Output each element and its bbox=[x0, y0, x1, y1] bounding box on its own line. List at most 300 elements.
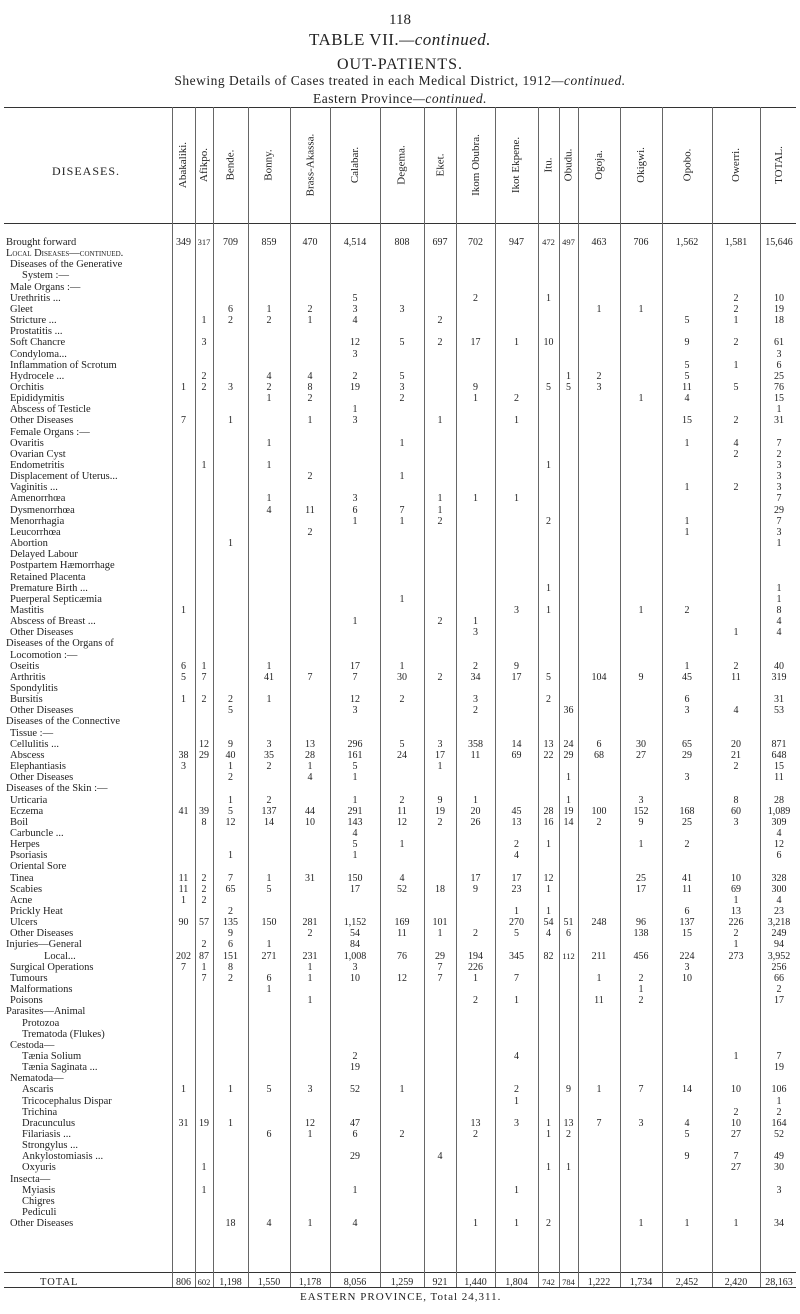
table-row bbox=[0, 984, 800, 997]
table-cell: 5 bbox=[684, 315, 690, 327]
row-label: Urethritis ... bbox=[10, 292, 61, 304]
table-cell: 281 bbox=[302, 917, 318, 929]
table-cell: 18 bbox=[435, 883, 445, 895]
row-label: Herpes bbox=[10, 839, 40, 851]
table-cell: 2 bbox=[473, 995, 478, 1007]
row-label: Tricocephalus Dispar bbox=[22, 1095, 112, 1107]
table-cell: 17 bbox=[350, 883, 360, 895]
row-total-cell: 7 bbox=[776, 515, 782, 527]
diseases-column-header: DISEASES. bbox=[51, 163, 120, 178]
row-total-cell: 53 bbox=[774, 705, 784, 717]
table-cell: 2 bbox=[307, 928, 313, 940]
row-label: Endometritis bbox=[10, 460, 65, 471]
row-total-cell: 29 bbox=[774, 504, 784, 516]
total-row bbox=[0, 1277, 800, 1290]
table-cell: 3 bbox=[352, 493, 358, 505]
table-cell: 11 bbox=[682, 381, 692, 393]
table-cell: 1,222 bbox=[587, 1277, 611, 1288]
table-cell: 12 bbox=[350, 337, 360, 349]
row-label: Acne bbox=[10, 894, 33, 906]
table-cell: 226 bbox=[728, 917, 744, 929]
row-label: Nematoda— bbox=[10, 1073, 64, 1085]
table-cell: 2 bbox=[566, 1129, 571, 1140]
table-cell: 1,581 bbox=[724, 237, 748, 248]
table-cell: 87 bbox=[199, 950, 209, 962]
table-cell: 9 bbox=[514, 660, 519, 672]
row-total-cell: 94 bbox=[774, 939, 784, 951]
row-label: Boil bbox=[10, 816, 29, 828]
table-cell: 273 bbox=[728, 950, 744, 962]
table-row bbox=[0, 448, 800, 462]
table-cell: 29 bbox=[435, 950, 445, 962]
table-cell: 15 bbox=[682, 415, 692, 427]
table-cell: 21 bbox=[731, 749, 741, 761]
row-label: Tinea bbox=[10, 872, 34, 884]
table-cell: 1 bbox=[352, 515, 358, 527]
table-cell: 65 bbox=[682, 738, 692, 750]
table-cell: 2 bbox=[437, 671, 443, 683]
table-cell: 9 bbox=[684, 337, 690, 349]
table-cell: 1 bbox=[473, 616, 478, 628]
table-cell: 1 bbox=[201, 1184, 207, 1196]
row-total-cell: 15,646 bbox=[765, 237, 793, 248]
table-cell: 1 bbox=[266, 460, 272, 471]
table-cell: 54 bbox=[350, 928, 360, 940]
row-total-cell: 15 bbox=[774, 393, 784, 405]
row-total-cell: 6 bbox=[776, 850, 782, 862]
row-total-cell: 871 bbox=[771, 738, 787, 750]
table-cell: 52 bbox=[397, 883, 407, 895]
table-cell: 1 bbox=[352, 1184, 358, 1196]
table-cell: 19 bbox=[199, 1117, 209, 1129]
table-cell: 2,452 bbox=[675, 1277, 699, 1288]
table-cell: 20 bbox=[731, 738, 741, 750]
table-cell: 17 bbox=[511, 872, 522, 884]
row-label: Diseases of the Organs of bbox=[6, 638, 114, 650]
table-row bbox=[0, 995, 800, 1008]
table-row bbox=[0, 604, 800, 618]
table-cell: 10 bbox=[543, 337, 554, 349]
table-cell: 2 bbox=[228, 772, 233, 784]
table-cell: 14 bbox=[682, 1084, 692, 1096]
row-total-cell: 7 bbox=[776, 1050, 782, 1062]
table-cell: 17 bbox=[470, 337, 481, 349]
table-cell: 5 bbox=[546, 381, 551, 393]
row-label: Scabies bbox=[10, 883, 43, 895]
table-cell: 11 bbox=[682, 883, 692, 895]
table-cell: 13 bbox=[470, 1117, 481, 1129]
row-total-cell: 52 bbox=[774, 1129, 784, 1140]
table-cell: 13 bbox=[511, 816, 522, 828]
table-cell: 202 bbox=[176, 950, 191, 962]
table-cell: 2 bbox=[546, 1218, 551, 1230]
table-cell: 27 bbox=[636, 749, 646, 761]
row-total-cell: 164 bbox=[771, 1117, 787, 1129]
table-cell: 2 bbox=[684, 839, 690, 851]
row-label: Prickly Heat bbox=[10, 906, 63, 917]
table-cell: 13 bbox=[305, 738, 315, 750]
table-cell: 2 bbox=[266, 794, 272, 806]
table-cell: 3 bbox=[473, 627, 478, 639]
table-cell: 1 bbox=[514, 493, 519, 505]
column-header-label: Abakaliki. bbox=[177, 141, 190, 189]
table-cell: 1 bbox=[514, 906, 519, 917]
table-cell: 4 bbox=[266, 504, 272, 516]
table-row bbox=[0, 1129, 800, 1142]
table-cell: 2 bbox=[733, 660, 739, 672]
table-cell: 1 bbox=[352, 616, 358, 628]
province-text: Eastern Province bbox=[313, 91, 413, 106]
table-cell: 470 bbox=[302, 237, 318, 248]
table-row bbox=[0, 638, 800, 651]
table-footer: EASTERN PROVINCE, Total 24,311. bbox=[300, 1291, 502, 1303]
table-cell: 6 bbox=[352, 504, 358, 516]
row-label: Cellulitis ... bbox=[10, 738, 60, 750]
table-cell: 1 bbox=[546, 906, 551, 917]
table-cell: 104 bbox=[591, 671, 607, 683]
table-cell: 1 bbox=[546, 460, 551, 471]
table-cell: 5 bbox=[546, 671, 551, 683]
table-row bbox=[0, 1050, 800, 1064]
table-cell: 2 bbox=[228, 694, 233, 706]
row-label: Oseitis bbox=[10, 660, 40, 672]
table-cell: 6 bbox=[566, 928, 571, 940]
table-row bbox=[0, 538, 800, 551]
table-row bbox=[0, 549, 800, 562]
table-cell: 168 bbox=[679, 805, 695, 817]
table-cell: 1 bbox=[307, 961, 313, 973]
table-cell: 29 bbox=[199, 749, 209, 761]
table-cell: 1 bbox=[473, 972, 478, 984]
table-cell: 1 bbox=[546, 839, 551, 851]
table-cell: 1 bbox=[181, 1084, 186, 1096]
table-cell: 2 bbox=[266, 761, 272, 773]
table-cell: 3 bbox=[638, 1117, 644, 1129]
table-cell: 161 bbox=[347, 749, 363, 761]
table-cell: 10 bbox=[731, 1084, 741, 1096]
row-total-cell: 6 bbox=[776, 359, 782, 371]
table-cell: 6 bbox=[266, 972, 272, 984]
row-total-cell: 61 bbox=[774, 337, 784, 349]
row-total-cell: 7 bbox=[776, 437, 782, 449]
table-cell: 497 bbox=[562, 237, 575, 247]
table-cell: 6 bbox=[684, 906, 690, 917]
table-cell: 7 bbox=[307, 671, 313, 683]
table-cell: 1 bbox=[307, 1129, 313, 1140]
table-cell: 25 bbox=[682, 816, 692, 828]
table-cell: 1 bbox=[266, 437, 272, 449]
table-cell: 2 bbox=[684, 604, 690, 616]
table-cell: 2 bbox=[733, 1106, 739, 1118]
table-cell: 1 bbox=[514, 1095, 519, 1107]
table-cell: 1 bbox=[733, 894, 739, 906]
table-cell: 4 bbox=[514, 1050, 519, 1062]
table-cell: 317 bbox=[197, 237, 211, 247]
table-cell: 12 bbox=[397, 816, 407, 828]
table-cell: 1 bbox=[307, 761, 313, 773]
table-cell: 2 bbox=[307, 393, 313, 405]
row-total-cell: 309 bbox=[771, 816, 787, 828]
table-cell: 2 bbox=[514, 839, 519, 851]
table-cell: 3 bbox=[352, 348, 358, 360]
table-cell: 8 bbox=[307, 381, 313, 393]
table-cell: 8,056 bbox=[343, 1277, 367, 1288]
table-cell: 1,008 bbox=[343, 950, 367, 962]
table-cell: 45 bbox=[682, 671, 692, 683]
table-cell: 4 bbox=[266, 370, 272, 382]
table-cell: 5 bbox=[399, 337, 405, 349]
table-title-label: TABLE VII. bbox=[308, 30, 400, 49]
row-label: Arthritis bbox=[10, 671, 46, 683]
row-label: Ascaris bbox=[22, 1084, 54, 1096]
table-cell: 1 bbox=[684, 1218, 690, 1230]
table-cell: 1 bbox=[201, 1162, 207, 1174]
table-cell: 2 bbox=[437, 616, 443, 628]
row-total-cell: 30 bbox=[774, 1162, 784, 1174]
table-cell: 2 bbox=[437, 315, 443, 327]
table-row bbox=[0, 259, 800, 272]
table-cell: 7 bbox=[352, 671, 358, 683]
table-cell: 1 bbox=[546, 1162, 551, 1174]
table-cell: 859 bbox=[261, 237, 277, 248]
row-label: Dracunculus bbox=[22, 1117, 76, 1129]
table-cell: 1 bbox=[437, 761, 443, 773]
table-cell: 697 bbox=[432, 237, 448, 248]
table-row bbox=[0, 1162, 800, 1175]
table-cell: 1 bbox=[684, 437, 690, 449]
row-label: Abscess bbox=[10, 749, 45, 761]
row-label: Local Diseases—continued. bbox=[6, 248, 124, 260]
table-cell: 40 bbox=[225, 749, 236, 761]
table-cell: 90 bbox=[178, 917, 189, 929]
table-cell: 12 bbox=[199, 738, 209, 750]
table-cell: 4 bbox=[733, 437, 739, 449]
table-cell: 7 bbox=[201, 972, 207, 984]
table-cell: 14 bbox=[264, 816, 274, 828]
row-total-cell: 40 bbox=[774, 660, 784, 672]
table-cell: 1 bbox=[352, 404, 358, 416]
table-cell: 29 bbox=[350, 1151, 360, 1163]
table-cell: 271 bbox=[261, 950, 277, 962]
table-cell: 2 bbox=[473, 660, 478, 672]
table-cell: 7 bbox=[514, 972, 519, 984]
row-total-cell: 3 bbox=[776, 526, 782, 538]
table-cell: 3 bbox=[352, 961, 358, 973]
table-cell: 1 bbox=[181, 604, 186, 616]
table-cell: 1 bbox=[638, 1218, 644, 1230]
table-row bbox=[0, 315, 800, 328]
row-total-cell: 25 bbox=[774, 370, 784, 382]
table-cell: 9 bbox=[473, 381, 478, 393]
table-row bbox=[0, 415, 800, 428]
table-cell: 5 bbox=[228, 805, 233, 817]
row-total-cell: 3 bbox=[776, 460, 782, 471]
table-cell: 69 bbox=[511, 749, 522, 761]
table-cell: 152 bbox=[633, 805, 649, 817]
table-cell: 15 bbox=[682, 928, 692, 940]
table-cell: 7 bbox=[181, 415, 186, 427]
table-cell: 1 bbox=[733, 627, 739, 639]
table-cell: 2 bbox=[228, 972, 233, 984]
row-label: Condyloma... bbox=[10, 348, 67, 360]
table-cell: 22 bbox=[543, 749, 554, 761]
table-cell: 1 bbox=[437, 928, 443, 940]
table-cell: 1 bbox=[566, 370, 571, 382]
row-label: Ovaritis bbox=[10, 437, 44, 449]
row-label: Soft Chancre bbox=[10, 337, 66, 349]
row-total-cell: 28 bbox=[774, 794, 784, 806]
row-label: Tumours bbox=[10, 972, 48, 984]
table-row bbox=[0, 1095, 800, 1109]
row-total-cell: 300 bbox=[771, 883, 787, 895]
row-label: Gleet bbox=[10, 303, 33, 315]
table-cell: 11 bbox=[305, 504, 315, 516]
table-cell: 1 bbox=[733, 359, 739, 371]
table-cell: 112 bbox=[562, 950, 575, 961]
row-label: Hydrocele ... bbox=[10, 370, 65, 382]
table-cell: 17 bbox=[470, 872, 481, 884]
table-cell: 1,562 bbox=[675, 237, 699, 248]
row-label: Delayed Labour bbox=[10, 549, 78, 561]
table-cell: 3 bbox=[514, 1117, 519, 1129]
table-cell: 2 bbox=[733, 448, 739, 460]
table-cell: 1,804 bbox=[505, 1277, 528, 1288]
table-cell: 3 bbox=[684, 705, 690, 717]
table-cell: 1 bbox=[266, 660, 272, 672]
row-total-cell: 1,089 bbox=[767, 805, 791, 817]
table-cell: 2 bbox=[473, 1129, 478, 1140]
table-cell: 2 bbox=[201, 694, 207, 706]
table-cell: 26 bbox=[470, 816, 481, 828]
column-header-label: Ogoja. bbox=[592, 150, 605, 180]
column-header-label: Brass-Akassa. bbox=[304, 133, 317, 197]
table-cell: 1 bbox=[546, 883, 551, 895]
table-cell: 1,259 bbox=[390, 1277, 414, 1288]
table-cell: 349 bbox=[176, 237, 191, 248]
row-total-cell: 1 bbox=[776, 593, 782, 605]
table-cell: 101 bbox=[432, 917, 448, 929]
table-row bbox=[0, 839, 800, 852]
table-cell: 9 bbox=[473, 883, 478, 895]
table-row bbox=[0, 437, 800, 451]
row-label: Ankylostomiasis ... bbox=[22, 1151, 104, 1163]
table-cell: 1 bbox=[266, 939, 272, 951]
table-cell: 28 bbox=[543, 805, 554, 817]
row-label: Abscess of Testicle bbox=[10, 404, 91, 416]
table-cell: 30 bbox=[397, 671, 407, 683]
table-row bbox=[0, 671, 800, 685]
table-row bbox=[0, 526, 800, 540]
row-label: Amenorrhœa bbox=[10, 493, 66, 505]
table-cell: 3 bbox=[733, 816, 739, 828]
table-cell: 1 bbox=[307, 415, 313, 427]
row-total-cell: 23 bbox=[774, 906, 784, 917]
column-header-label: Okigwi. bbox=[635, 147, 647, 183]
table-cell: 702 bbox=[468, 237, 483, 248]
table-row bbox=[0, 1218, 800, 1231]
table-cell: 19 bbox=[563, 805, 574, 817]
table-cell: 11 bbox=[397, 928, 407, 940]
row-total-cell: 1 bbox=[776, 582, 782, 594]
row-label: System :— bbox=[22, 270, 69, 282]
table-cell: 1 bbox=[201, 660, 207, 672]
row-label: Other Diseases bbox=[10, 772, 74, 784]
table-cell: 31 bbox=[305, 872, 315, 884]
table-cell: 3 bbox=[684, 961, 690, 973]
table-cell: 54 bbox=[543, 917, 554, 929]
table-cell: 9 bbox=[437, 794, 443, 806]
table-cell: 1 bbox=[473, 393, 478, 405]
table-cell: 4 bbox=[352, 1218, 358, 1230]
row-label: Abscess of Breast ... bbox=[10, 616, 96, 628]
table-cell: 10 bbox=[682, 972, 692, 984]
table-cell: 12 bbox=[225, 816, 236, 828]
table-cell: 3 bbox=[266, 738, 272, 750]
table-cell: 23 bbox=[511, 883, 522, 895]
row-total-cell: 3 bbox=[776, 348, 782, 360]
row-label: Carbuncle ... bbox=[10, 827, 64, 839]
row-label: Displacement of Uterus... bbox=[10, 471, 118, 483]
table-cell: 1 bbox=[473, 794, 478, 806]
table-cell: 5 bbox=[566, 381, 571, 393]
table-cell: 9 bbox=[638, 671, 644, 683]
table-cell: 706 bbox=[633, 237, 649, 248]
table-cell: 248 bbox=[591, 917, 607, 929]
column-header-label: Bonny. bbox=[263, 149, 275, 181]
table-cell: 226 bbox=[468, 961, 483, 973]
table-row bbox=[0, 1151, 800, 1164]
table-cell: 11 bbox=[731, 671, 741, 683]
table-cell: 2 bbox=[201, 370, 207, 382]
table-cell: 1 bbox=[181, 894, 186, 906]
table-cell: 9 bbox=[228, 738, 233, 750]
table-cell: 1 bbox=[437, 493, 443, 505]
row-label: Injuries—General bbox=[6, 939, 82, 951]
column-header-label: Itu. bbox=[542, 157, 555, 173]
table-cell: 472 bbox=[542, 237, 555, 247]
table-cell: 1,198 bbox=[219, 1277, 242, 1288]
table-cell: 709 bbox=[223, 237, 238, 248]
table-cell: 9 bbox=[684, 1151, 690, 1163]
row-total-cell: 4 bbox=[776, 894, 782, 906]
row-label: Oxyuris bbox=[22, 1162, 56, 1174]
table-cell: 1 bbox=[596, 1084, 602, 1096]
table-cell: 1,734 bbox=[629, 1277, 653, 1288]
table-cell: 143 bbox=[347, 816, 363, 828]
table-cell: 3 bbox=[399, 381, 405, 393]
row-total-cell: 1 bbox=[776, 538, 782, 550]
table-row bbox=[0, 1195, 800, 1209]
table-cell: 2 bbox=[228, 906, 233, 917]
table-cell: 1 bbox=[399, 1084, 405, 1096]
table-cell: 2 bbox=[201, 872, 207, 884]
table-cell: 1 bbox=[266, 493, 272, 505]
row-label: Diseases of the Skin :— bbox=[6, 783, 108, 795]
table-cell: 41 bbox=[682, 872, 692, 884]
row-label: Urticaria bbox=[10, 794, 48, 806]
table-cell: 2 bbox=[399, 694, 405, 706]
table-cell: 1 bbox=[546, 1129, 551, 1140]
table-cell: 1 bbox=[228, 1117, 233, 1129]
row-label: Diseases of the Connective bbox=[6, 716, 121, 728]
table-row bbox=[0, 928, 800, 941]
row-total-cell: 19 bbox=[774, 303, 784, 315]
table-cell: 2 bbox=[352, 370, 358, 382]
table-cell: 14 bbox=[563, 816, 574, 828]
column-header-label: Afikpo. bbox=[198, 148, 211, 182]
row-label: Poisons bbox=[10, 995, 43, 1007]
table-cell: 12 bbox=[305, 1117, 315, 1129]
